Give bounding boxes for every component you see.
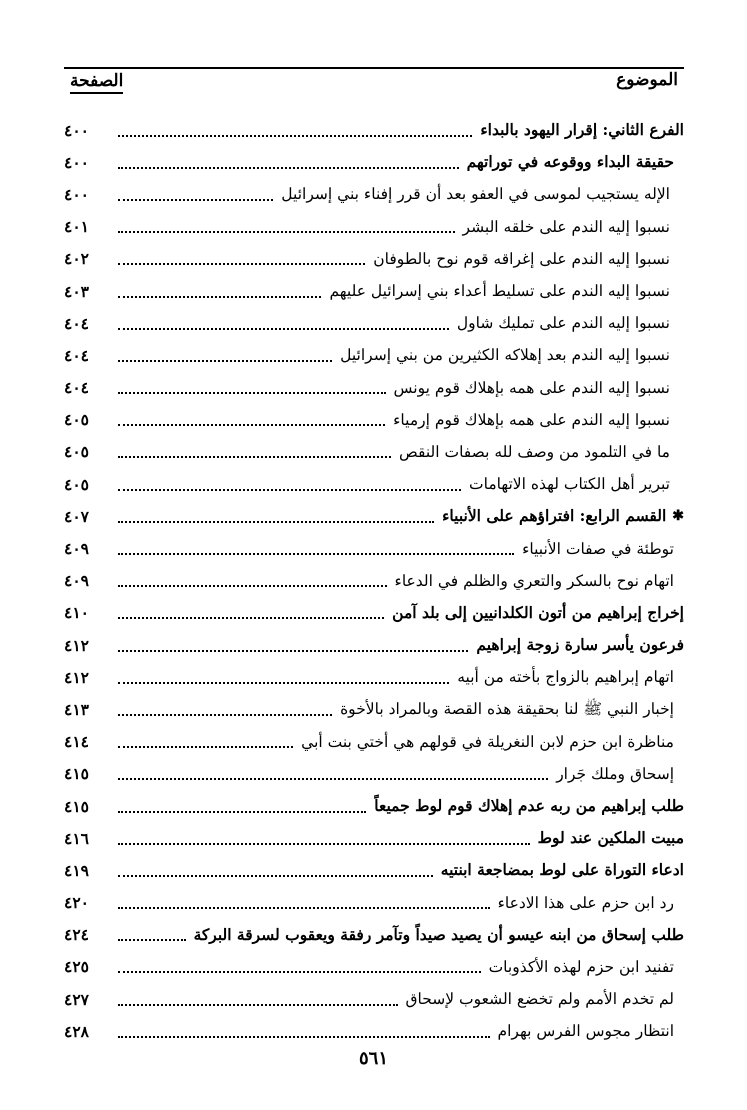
toc-entry-title: الفرع الثاني: إقرار اليهود بالبداء xyxy=(480,120,684,140)
toc-entry-page: ٤١٦ xyxy=(64,828,89,848)
toc-entry-page: ٤٠٣ xyxy=(64,281,89,301)
toc-entry-page: ٤٠٤ xyxy=(64,313,89,333)
toc-entry-title: اتهام نوح بالسكر والتعري والظلم في الدعاء xyxy=(394,571,674,590)
toc-entry-title: نسبوا إليه الندم على همه بإهلاك قوم إرمياء xyxy=(393,410,670,429)
toc-entry xyxy=(64,887,684,919)
toc-entry xyxy=(64,178,684,210)
toc-entry-title: توطئة في صفات الأنبياء xyxy=(522,539,674,558)
toc-entry-title: تبرير أهل الكتاب لهذه الاتهامات xyxy=(469,475,670,494)
toc-entry-title: ما في التلمود من وصف لله بصفات النقص xyxy=(399,442,670,461)
toc-entry-title: ادعاء التوراة على لوط بمضاجعة ابنتيه xyxy=(440,860,684,880)
toc-entry-title: تفنيد ابن حزم لهذه الأكذوبات xyxy=(488,957,674,976)
dot-leader xyxy=(118,810,366,813)
toc-entry-page: ٤٠٥ xyxy=(64,474,89,494)
toc-entry xyxy=(64,211,684,243)
toc-entry-title: نسبوا إليه الندم على خلقه البشر xyxy=(462,217,670,236)
toc-entry xyxy=(64,372,684,404)
toc-entry xyxy=(64,307,684,339)
dot-leader xyxy=(118,842,530,845)
dot-leader xyxy=(118,777,548,780)
toc-entry-title: طلب إبراهيم من ربه عدم إهلاك قوم لوط جميعاً xyxy=(374,796,684,816)
toc-entry-page: ٤٠٥ xyxy=(64,410,89,430)
toc-entry-page: ٤٠٤ xyxy=(64,378,89,398)
toc-entry xyxy=(64,500,684,532)
toc-entry xyxy=(64,468,684,500)
toc-entry-page: ٤١٢ xyxy=(64,635,89,655)
toc-entry-page: ٤٢٥ xyxy=(64,957,89,977)
toc-entry-page: ٤٠٠ xyxy=(64,152,89,172)
dot-leader xyxy=(118,584,387,587)
dot-leader xyxy=(118,520,434,523)
asterisk-icon: ✱ xyxy=(672,508,684,525)
dot-leader xyxy=(118,970,481,973)
toc-entry xyxy=(64,854,684,886)
toc-entry-title: القسم الرابع: افتراؤهم على الأنبياء xyxy=(442,506,667,526)
toc-entry xyxy=(64,951,684,983)
toc-entry-title: لم تخدم الأمم ولم تخضع الشعوب لإسحاق xyxy=(405,990,674,1009)
toc-entry-page: ٤٠٢ xyxy=(64,249,89,269)
toc-entry-title: إسحاق وملك جَرار xyxy=(556,764,674,783)
toc-entry xyxy=(64,597,684,629)
top-rule xyxy=(64,67,684,69)
page-number: ٥٦١ xyxy=(358,1048,388,1069)
dot-leader xyxy=(118,488,461,491)
toc-entry-page: ٤٠٥ xyxy=(64,442,89,462)
toc-entry xyxy=(64,532,684,564)
dot-leader xyxy=(118,1003,398,1006)
dot-leader xyxy=(118,745,293,748)
toc-entry-title: مناظرة ابن حزم لابن النغريلة في قولهم هي أختي بنت أبي xyxy=(301,732,674,751)
dot-leader xyxy=(118,681,449,684)
dot-leader xyxy=(118,423,385,426)
toc-entry-page: ٤٠٠ xyxy=(64,120,89,140)
toc-entry-page: ٤٠٩ xyxy=(64,539,89,559)
dot-leader xyxy=(118,327,449,330)
toc-entry-page: ٤٢٧ xyxy=(64,989,89,1009)
toc-entry-title: نسبوا إليه الندم على إغراقه قوم نوح بالطوفان xyxy=(373,249,670,268)
toc-entry-page: ٤١٠ xyxy=(64,603,89,623)
toc-entry-page: ٤٠٧ xyxy=(64,506,89,526)
toc-entry xyxy=(64,919,684,951)
toc-entry xyxy=(64,726,684,758)
dot-leader xyxy=(118,649,468,652)
toc-entry xyxy=(64,114,684,146)
toc-entry-page: ٤٠٩ xyxy=(64,571,89,591)
toc-entry-title: فرعون يأسر سارة زوجة إبراهيم xyxy=(476,635,684,655)
dot-leader xyxy=(118,198,273,201)
toc-entry-page: ٤١٥ xyxy=(64,796,89,816)
toc-entry-page: ٤٠٤ xyxy=(64,345,89,365)
dot-leader xyxy=(118,230,455,233)
page-column-label: الصفحة xyxy=(70,70,123,94)
toc-entry-title: إخبار النبي ﷺ لنا بحقيقة هذه القصة وبالمراد بالأخوة xyxy=(340,700,674,719)
toc-entry-page: ٤١٩ xyxy=(64,860,89,880)
toc-entry-page: ٤١٢ xyxy=(64,667,89,687)
toc-entry xyxy=(64,565,684,597)
dot-leader xyxy=(118,874,433,877)
toc-entry-page: ٤١٤ xyxy=(64,732,89,752)
toc-entry xyxy=(64,243,684,275)
toc-entry-page: ٤٠١ xyxy=(64,217,89,237)
toc-entry xyxy=(64,1015,684,1047)
toc-entry-page: ٤١٣ xyxy=(64,699,89,719)
toc-entry-page: ٤٢٤ xyxy=(64,925,89,945)
toc-entry xyxy=(64,661,684,693)
toc-entry xyxy=(64,146,684,178)
toc-entry-title: طلب إسحاق من ابنه عيسو أن يصيد صيداً وتآمر رفقة ويعقوب لسرقة البركة xyxy=(193,924,684,944)
toc-entry-title: نسبوا إليه الندم على تسليط أعداء بني إسرائيل عليهم xyxy=(329,282,670,301)
toc-entry-title: انتظار مجوس الفرس بهرام xyxy=(497,1022,674,1041)
dot-leader xyxy=(118,713,332,716)
dot-leader xyxy=(118,134,472,137)
toc-entry xyxy=(64,339,684,371)
toc-entry xyxy=(64,758,684,790)
toc-entry-title: اتهام إبراهيم بالزواج بأخته من أبيه xyxy=(457,668,674,687)
dot-leader xyxy=(118,359,332,362)
toc-entry xyxy=(64,822,684,854)
dot-leader xyxy=(118,295,321,298)
toc-entry xyxy=(64,693,684,725)
toc-entry xyxy=(64,629,684,661)
dot-leader xyxy=(118,616,384,619)
toc-entry-title: إخراج إبراهيم من أتون الكلدانيين إلى بلد آمن xyxy=(392,602,684,622)
toc-entry xyxy=(64,983,684,1015)
toc-entry-page: ٤١٥ xyxy=(64,764,89,784)
dot-leader xyxy=(118,1035,490,1038)
dot-leader xyxy=(118,391,386,394)
dot-leader xyxy=(118,455,391,458)
toc-entry-title: حقيقة البداء ووقوعه في توراتهم xyxy=(466,152,674,172)
toc-entry-title: نسبوا إليه الندم على تمليك شاول xyxy=(456,314,670,333)
toc-header xyxy=(64,70,684,98)
toc-entry-title: الإله يستجيب لموسى في العفو بعد أن قرر إفناء بني إسرائيل xyxy=(281,185,670,204)
toc-entry-page: ٤٢٨ xyxy=(64,1021,89,1041)
table-of-contents xyxy=(64,114,684,1047)
topic-column-label: الموضوع xyxy=(616,70,678,90)
toc-entry-title: رد ابن حزم على هذا الادعاء xyxy=(497,893,674,912)
toc-entry-page: ٤٢٠ xyxy=(64,893,89,913)
toc-entry-title: نسبوا إليه الندم بعد إهلاكه الكثيرين من بني إسرائيل xyxy=(340,346,670,365)
dot-leader xyxy=(118,552,514,555)
dot-leader xyxy=(118,938,186,941)
dot-leader xyxy=(118,262,365,265)
dot-leader xyxy=(118,166,459,169)
toc-entry xyxy=(64,275,684,307)
toc-entry xyxy=(64,404,684,436)
toc-entry xyxy=(64,436,684,468)
toc-entry-page: ٤٠٠ xyxy=(64,184,89,204)
toc-entry xyxy=(64,790,684,822)
toc-entry-title: نسبوا إليه الندم على همه بإهلاك قوم يونس xyxy=(393,378,670,397)
dot-leader xyxy=(118,906,490,909)
toc-entry-title: مبيت الملكين عند لوط xyxy=(537,828,684,848)
